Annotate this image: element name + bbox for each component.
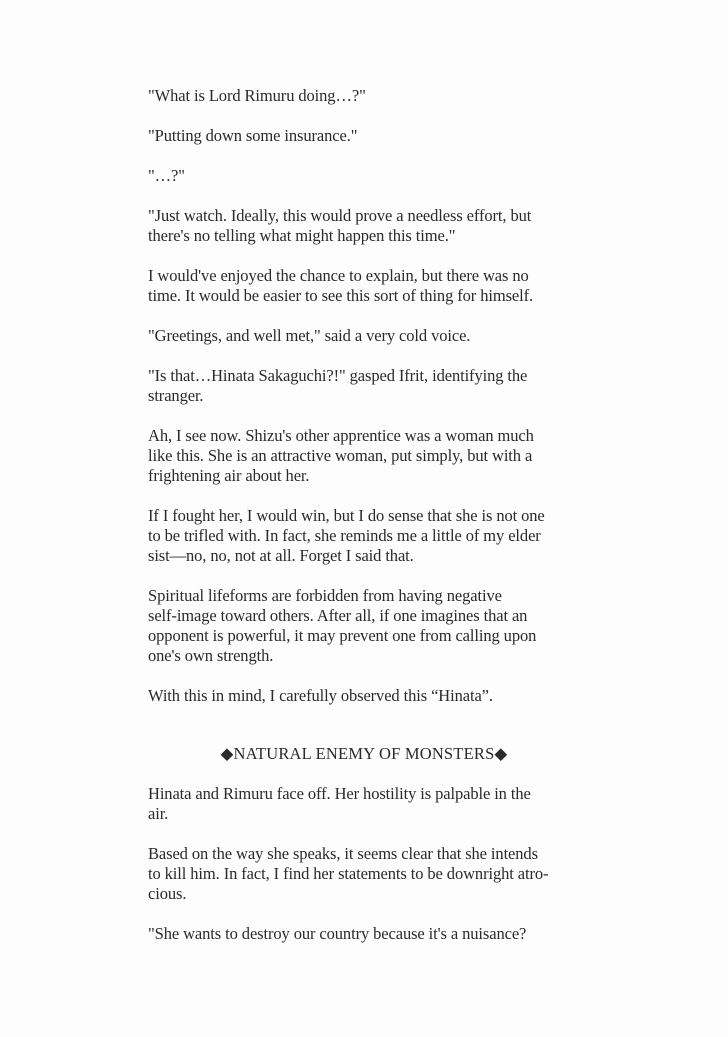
- text-line: "Greetings, and well met," said a very cold voice.: [148, 326, 471, 345]
- text-line: frightening air about her.: [148, 466, 310, 485]
- text-line: Hinata and Rimuru face off. Her hostility is palpable in the: [148, 784, 531, 803]
- text-line: air.: [148, 804, 169, 823]
- paragraph: [148, 206, 580, 246]
- text-line: If I fought her, I would win, but I do sense that she is not one: [148, 506, 545, 525]
- text-line: Spiritual lifeforms are forbidden from having negative: [148, 586, 502, 605]
- text-line: there's no telling what might happen this time.": [148, 226, 456, 245]
- text-line: one's own strength.: [148, 646, 274, 665]
- text-line: "Putting down some insurance.": [148, 126, 358, 145]
- paragraph: [148, 426, 580, 486]
- text-line: "Just watch. Ideally, this would prove a needless effort, but: [148, 206, 532, 225]
- paragraph: [148, 266, 580, 306]
- text-line: "She wants to destroy our country because it's a nuisance?: [148, 924, 527, 943]
- section-heading: [148, 744, 580, 764]
- paragraph: [148, 166, 580, 186]
- paragraph: [148, 366, 580, 406]
- text-line: Based on the way she speaks, it seems clear that she intends: [148, 844, 538, 863]
- text-line: to be trifled with. In fact, she reminds me a little of my elder: [148, 526, 541, 545]
- paragraph: [148, 844, 580, 904]
- text-line: "Is that…Hinata Sakaguchi?!" gasped Ifrit, identifying the: [148, 366, 528, 385]
- text-line: ◆NATURAL ENEMY OF MONSTERS◆: [220, 744, 508, 763]
- text-line: stranger.: [148, 386, 204, 405]
- text-line: I would've enjoyed the chance to explain, but there was no: [148, 266, 529, 285]
- paragraph: [148, 506, 580, 566]
- text-line: cious.: [148, 884, 187, 903]
- text-line: sist—no, no, not at all. Forget I said that.: [148, 546, 414, 565]
- paragraph: [148, 126, 580, 146]
- paragraph: [148, 586, 580, 666]
- text-line: Ah, I see now. Shizu's other apprentice was a woman much: [148, 426, 534, 445]
- text-line: to kill him. In fact, I find her statements to be downright atro-: [148, 864, 549, 883]
- paragraph: [148, 86, 580, 106]
- text-line: opponent is powerful, it may prevent one from calling upon: [148, 626, 537, 645]
- paragraph: [148, 686, 580, 706]
- text-line: "…?": [148, 166, 185, 185]
- text-line: self-image toward others. After all, if one imagines that an: [148, 606, 528, 625]
- text-line: With this in mind, I carefully observed this “Hinata”.: [148, 686, 493, 705]
- text-column: [148, 0, 580, 944]
- text-line: time. It would be easier to see this sort of thing for himself.: [148, 286, 534, 305]
- paragraph: [148, 326, 580, 346]
- text-line: "What is Lord Rimuru doing…?": [148, 86, 366, 105]
- paragraph: [148, 784, 580, 824]
- text-line: like this. She is an attractive woman, put simply, but with a: [148, 446, 533, 465]
- paragraph: [148, 924, 580, 944]
